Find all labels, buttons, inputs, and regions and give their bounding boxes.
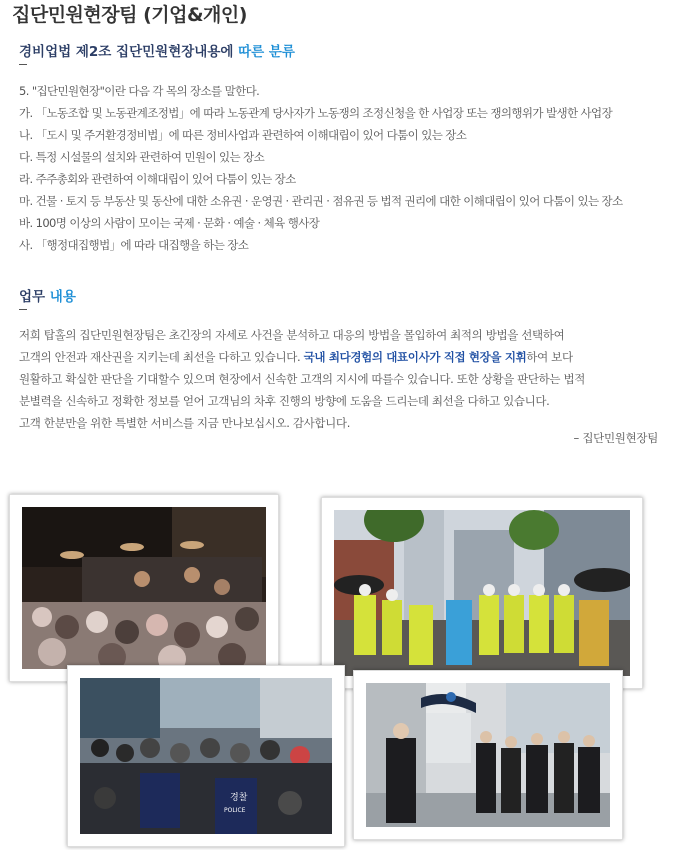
signature: – 집단민원현장팀 [573,431,658,445]
classification-heading-highlight: 따른 분류 [238,44,295,60]
photo-police-line [321,497,643,689]
list-item: 라. 주주총회와 관련하여 이해대립이 있어 다툼이 있는 장소 [19,172,296,186]
business-heading-main: 업무 [19,289,50,305]
paragraph-text: 고객의 안전과 재산권을 지키는데 최선을 다하고 있습니다. [19,350,304,364]
security-team-image [366,683,610,827]
list-item: 가. 「노동조합 및 노동관계조정법」에 따라 노동관계 당사자가 노동쟁의 조정신청을 한 사업장 또는 쟁의행위가 발생한 사업장 [19,106,613,120]
list-item: 바. 100명 이상의 사람이 모이는 국제 · 문화 · 예술 · 체육 행사장 [19,216,320,230]
paragraph-line: 분별력을 신속하고 정확한 정보를 얻어 고객님의 차후 진행의 방향에 도움을 드리는데 최선을 다하고 있습니다. [19,394,550,408]
heading-divider [19,309,27,310]
paragraph-line: 원활하고 확실한 판단을 기대할수 있으며 현장에서 신속한 고객의 지시에 따를수 있습니다. 또한 상황을 판단하는 법적 [19,372,586,386]
page-title: 집단민원현장팀 (기업&개인) [12,4,247,26]
business-heading [19,285,76,305]
heading-divider [19,64,27,65]
police-shield-label: 경찰 [230,793,248,803]
photo-security-team [353,670,623,840]
police-line-image [334,510,630,676]
classification-heading-main: 경비업법 제2조 집단민원현장내용에 [19,44,239,60]
list-item: 다. 특정 시설물의 설치와 관련하여 민원이 있는 장소 [19,150,265,164]
list-item: 사. 「행정대집행법」에 따라 대집행을 하는 장소 [19,238,249,252]
photo-riot-police [67,665,345,847]
list-item: 5. "집단민원현장"이란 다음 각 목의 장소를 말한다. [19,84,260,98]
business-heading-highlight: 내용 [49,289,76,305]
paragraph-line [19,346,659,368]
police-shield-sublabel: POLICE [224,807,246,814]
riot-police-image [80,678,332,834]
list-item: 마. 건물 · 토지 등 부동산 및 동산에 대한 소유권 · 운영권 · 관리권 · 점유권 등 법적 권리에 대한 이해대립이 있어 다툼이 있는 장소 [19,194,623,208]
business-description [19,324,659,434]
classification-list [19,80,623,256]
list-item: 나. 「도시 및 주거환경정비법」에 따른 정비사업과 관련하여 이해대립이 있어 다툼이 있는 장소 [19,128,467,142]
photo-protest-crowd [9,494,279,682]
paragraph-text: 하여 보다 [526,350,573,364]
paragraph-line: 저희 탑홀의 집단민원현장팀은 초긴장의 자세로 사건을 분석하고 대응의 방법을 몰입하여 최적의 방법을 선택하여 [19,328,565,342]
protest-crowd-image [22,507,266,669]
emphasis-text: 국내 최다경험의 대표이사가 직접 현장을 지휘 [303,350,527,364]
classification-heading [19,40,295,60]
paragraph-line: 고객 한분만을 위한 특별한 서비스를 지금 만나보십시오. 감사합니다. [19,416,350,430]
